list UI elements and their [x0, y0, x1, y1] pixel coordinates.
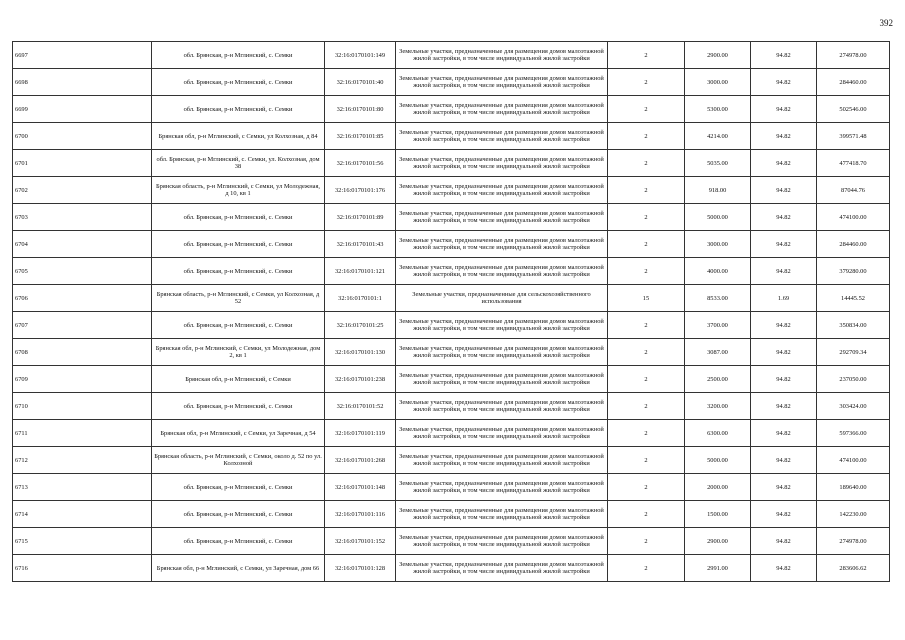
page-number: 392: [879, 18, 893, 28]
area-cell: 5000.00: [685, 204, 751, 231]
cadastral-value-cell: 274978.00: [817, 42, 890, 69]
area-cell: 4000.00: [685, 258, 751, 285]
area-cell: 2900.00: [685, 528, 751, 555]
specific-value-cell: 94.82: [751, 555, 817, 582]
cadastral-value-cell: 350834.00: [817, 312, 890, 339]
row-number-cell: 6704: [13, 231, 152, 258]
specific-value-cell: 94.82: [751, 366, 817, 393]
table-row: [13, 285, 890, 312]
table-row: [13, 501, 890, 528]
specific-value-cell: 94.82: [751, 69, 817, 96]
area-cell: 2500.00: [685, 366, 751, 393]
cadastral-number-cell: 32:16:0170101:43: [325, 231, 396, 258]
specific-value-cell: 94.82: [751, 393, 817, 420]
table-body: [13, 42, 890, 582]
table-row: [13, 258, 890, 285]
land-use-cell: Земельные участки, предназначенные для размещения домов малоэтажной жилой застройки, в том числе индивидуальной жилой застройки: [396, 393, 608, 420]
row-number-cell: 6703: [13, 204, 152, 231]
table-row: [13, 96, 890, 123]
specific-value-cell: 94.82: [751, 501, 817, 528]
category-cell: 2: [608, 501, 685, 528]
land-use-cell: Земельные участки, предназначенные для размещения домов малоэтажной жилой застройки, в том числе индивидуальной жилой застройки: [396, 501, 608, 528]
cadastral-value-cell: 597366.00: [817, 420, 890, 447]
land-use-cell: Земельные участки, предназначенные для размещения домов малоэтажной жилой застройки, в том числе индивидуальной жилой застройки: [396, 420, 608, 447]
cadastral-number-cell: 32:16:0170101:52: [325, 393, 396, 420]
specific-value-cell: 94.82: [751, 528, 817, 555]
category-cell: 2: [608, 150, 685, 177]
address-cell: Брянская обл, р-н Мглинский, с Семки: [152, 366, 325, 393]
specific-value-cell: 94.82: [751, 42, 817, 69]
category-cell: 2: [608, 204, 685, 231]
category-cell: 2: [608, 366, 685, 393]
land-use-cell: Земельные участки, предназначенные для сельскохозяйственного использования: [396, 285, 608, 312]
land-use-cell: Земельные участки, предназначенные для размещения домов малоэтажной жилой застройки, в том числе индивидуальной жилой застройки: [396, 123, 608, 150]
category-cell: 2: [608, 474, 685, 501]
specific-value-cell: 94.82: [751, 258, 817, 285]
address-cell: Брянская обл, р-н Мглинский, с Семки, ул Молодежная, дом 2, кв 1: [152, 339, 325, 366]
row-number-cell: 6716: [13, 555, 152, 582]
cadastral-number-cell: 32:16:0170101:40: [325, 69, 396, 96]
cadastral-value-cell: 283606.62: [817, 555, 890, 582]
cadastral-number-cell: 32:16:0170101:130: [325, 339, 396, 366]
cadastral-number-cell: 32:16:0170101:89: [325, 204, 396, 231]
land-use-cell: Земельные участки, предназначенные для размещения домов малоэтажной жилой застройки, в том числе индивидуальной жилой застройки: [396, 42, 608, 69]
row-number-cell: 6712: [13, 447, 152, 474]
address-cell: обл. Брянская, р-н Мглинский, с. Семки: [152, 474, 325, 501]
address-cell: Брянская область, р-н Мглинский, с Семки, ул Молодежная, д 10, кв 1: [152, 177, 325, 204]
row-number-cell: 6706: [13, 285, 152, 312]
category-cell: 2: [608, 231, 685, 258]
address-cell: обл. Брянская, р-н Мглинский, с. Семки: [152, 204, 325, 231]
cadastral-value-cell: 474100.00: [817, 204, 890, 231]
category-cell: 2: [608, 555, 685, 582]
table-row: [13, 555, 890, 582]
cadastral-value-cell: 284460.00: [817, 69, 890, 96]
cadastral-number-cell: 32:16:0170101:56: [325, 150, 396, 177]
specific-value-cell: 94.82: [751, 312, 817, 339]
row-number-cell: 6701: [13, 150, 152, 177]
row-number-cell: 6713: [13, 474, 152, 501]
address-cell: Брянская область, р-н Мглинский, с Семки, ул Колхозная, д 52: [152, 285, 325, 312]
table-row: [13, 69, 890, 96]
cadastral-value-cell: 87044.76: [817, 177, 890, 204]
address-cell: обл. Брянская, р-н Мглинский, с. Семки: [152, 42, 325, 69]
specific-value-cell: 94.82: [751, 96, 817, 123]
address-cell: обл. Брянская, р-н Мглинский, с. Семки: [152, 231, 325, 258]
table-row: [13, 204, 890, 231]
land-use-cell: Земельные участки, предназначенные для размещения домов малоэтажной жилой застройки, в том числе индивидуальной жилой застройки: [396, 339, 608, 366]
table-row: [13, 393, 890, 420]
row-number-cell: 6700: [13, 123, 152, 150]
row-number-cell: 6709: [13, 366, 152, 393]
address-cell: обл. Брянская, р-н Мглинский, с. Семки, ул. Колхозная, дом 38: [152, 150, 325, 177]
land-use-cell: Земельные участки, предназначенные для размещения домов малоэтажной жилой застройки, в том числе индивидуальной жилой застройки: [396, 150, 608, 177]
category-cell: 2: [608, 312, 685, 339]
specific-value-cell: 94.82: [751, 474, 817, 501]
table-row: [13, 366, 890, 393]
category-cell: 2: [608, 177, 685, 204]
category-cell: 2: [608, 393, 685, 420]
table-row: [13, 231, 890, 258]
land-use-cell: Земельные участки, предназначенные для размещения домов малоэтажной жилой застройки, в том числе индивидуальной жилой застройки: [396, 555, 608, 582]
category-cell: 15: [608, 285, 685, 312]
address-cell: Брянская обл, р-н Мглинский, с Семки, ул Колхозная, д 84: [152, 123, 325, 150]
category-cell: 2: [608, 258, 685, 285]
land-use-cell: Земельные участки, предназначенные для размещения домов малоэтажной жилой застройки, в том числе индивидуальной жилой застройки: [396, 528, 608, 555]
table-row: [13, 447, 890, 474]
row-number-cell: 6699: [13, 96, 152, 123]
cadastral-value-cell: 284460.00: [817, 231, 890, 258]
row-number-cell: 6714: [13, 501, 152, 528]
cadastral-value-cell: 292709.34: [817, 339, 890, 366]
specific-value-cell: 94.82: [751, 231, 817, 258]
category-cell: 2: [608, 528, 685, 555]
area-cell: 3000.00: [685, 231, 751, 258]
category-cell: 2: [608, 42, 685, 69]
area-cell: 3000.00: [685, 69, 751, 96]
cadastral-number-cell: 32:16:0170101:1: [325, 285, 396, 312]
land-use-cell: Земельные участки, предназначенные для размещения домов малоэтажной жилой застройки, в том числе индивидуальной жилой застройки: [396, 366, 608, 393]
area-cell: 5035.00: [685, 150, 751, 177]
table-row: [13, 312, 890, 339]
cadastral-number-cell: 32:16:0170101:148: [325, 474, 396, 501]
area-cell: 2900.00: [685, 42, 751, 69]
address-cell: обл. Брянская, р-н Мглинский, с. Семки: [152, 96, 325, 123]
area-cell: 3087.00: [685, 339, 751, 366]
table-row: [13, 177, 890, 204]
area-cell: 5000.00: [685, 447, 751, 474]
category-cell: 2: [608, 420, 685, 447]
specific-value-cell: 94.82: [751, 150, 817, 177]
table-row: [13, 420, 890, 447]
cadastral-value-cell: 502546.00: [817, 96, 890, 123]
address-cell: Брянская обл, р-н Мглинский, с Семки, ул Заречная, д 54: [152, 420, 325, 447]
area-cell: 3700.00: [685, 312, 751, 339]
land-use-cell: Земельные участки, предназначенные для размещения домов малоэтажной жилой застройки, в том числе индивидуальной жилой застройки: [396, 312, 608, 339]
row-number-cell: 6710: [13, 393, 152, 420]
cadastral-value-cell: 142230.00: [817, 501, 890, 528]
cadastral-value-cell: 237050.00: [817, 366, 890, 393]
cadastral-number-cell: 32:16:0170101:238: [325, 366, 396, 393]
row-number-cell: 6707: [13, 312, 152, 339]
area-cell: 2991.00: [685, 555, 751, 582]
area-cell: 8533.00: [685, 285, 751, 312]
cadastral-number-cell: 32:16:0170101:149: [325, 42, 396, 69]
land-use-cell: Земельные участки, предназначенные для размещения домов малоэтажной жилой застройки, в том числе индивидуальной жилой застройки: [396, 69, 608, 96]
cadastral-value-cell: 474100.00: [817, 447, 890, 474]
cadastral-value-cell: 399571.48: [817, 123, 890, 150]
address-cell: обл. Брянская, р-н Мглинский, с. Семки: [152, 69, 325, 96]
address-cell: Брянская обл, р-н Мглинский, с Семки, ул Заречная, дом 66: [152, 555, 325, 582]
category-cell: 2: [608, 96, 685, 123]
land-use-cell: Земельные участки, предназначенные для размещения домов малоэтажной жилой застройки, в том числе индивидуальной жилой застройки: [396, 447, 608, 474]
specific-value-cell: 94.82: [751, 177, 817, 204]
table-row: [13, 123, 890, 150]
specific-value-cell: 94.82: [751, 447, 817, 474]
land-use-cell: Земельные участки, предназначенные для размещения домов малоэтажной жилой застройки, в том числе индивидуальной жилой застройки: [396, 474, 608, 501]
specific-value-cell: 94.82: [751, 204, 817, 231]
address-cell: обл. Брянская, р-н Мглинский, с. Семки: [152, 528, 325, 555]
cadastral-number-cell: 32:16:0170101:25: [325, 312, 396, 339]
address-cell: обл. Брянская, р-н Мглинский, с. Семки: [152, 393, 325, 420]
area-cell: 918.00: [685, 177, 751, 204]
category-cell: 2: [608, 447, 685, 474]
row-number-cell: 6702: [13, 177, 152, 204]
row-number-cell: 6708: [13, 339, 152, 366]
specific-value-cell: 94.82: [751, 123, 817, 150]
land-use-cell: Земельные участки, предназначенные для размещения домов малоэтажной жилой застройки, в том числе индивидуальной жилой застройки: [396, 96, 608, 123]
category-cell: 2: [608, 339, 685, 366]
area-cell: 1500.00: [685, 501, 751, 528]
cadastral-number-cell: 32:16:0170101:152: [325, 528, 396, 555]
land-use-cell: Земельные участки, предназначенные для размещения домов малоэтажной жилой застройки, в том числе индивидуальной жилой застройки: [396, 204, 608, 231]
area-cell: 4214.00: [685, 123, 751, 150]
row-number-cell: 6715: [13, 528, 152, 555]
area-cell: 2000.00: [685, 474, 751, 501]
cadastral-number-cell: 32:16:0170101:268: [325, 447, 396, 474]
land-registry-table: [12, 41, 890, 582]
table-row: [13, 42, 890, 69]
category-cell: 2: [608, 69, 685, 96]
table-row: [13, 150, 890, 177]
table-row: [13, 528, 890, 555]
table-row: [13, 474, 890, 501]
cadastral-number-cell: 32:16:0170101:80: [325, 96, 396, 123]
cadastral-number-cell: 32:16:0170101:85: [325, 123, 396, 150]
address-cell: обл. Брянская, р-н Мглинский, с. Семки: [152, 501, 325, 528]
specific-value-cell: 1.69: [751, 285, 817, 312]
cadastral-value-cell: 379280.00: [817, 258, 890, 285]
land-use-cell: Земельные участки, предназначенные для размещения домов малоэтажной жилой застройки, в том числе индивидуальной жилой застройки: [396, 231, 608, 258]
address-cell: обл. Брянская, р-н Мглинский, с. Семки: [152, 258, 325, 285]
category-cell: 2: [608, 123, 685, 150]
cadastral-value-cell: 274978.00: [817, 528, 890, 555]
area-cell: 6300.00: [685, 420, 751, 447]
cadastral-number-cell: 32:16:0170101:176: [325, 177, 396, 204]
row-number-cell: 6698: [13, 69, 152, 96]
cadastral-value-cell: 303424.00: [817, 393, 890, 420]
area-cell: 3200.00: [685, 393, 751, 420]
land-use-cell: Земельные участки, предназначенные для размещения домов малоэтажной жилой застройки, в том числе индивидуальной жилой застройки: [396, 258, 608, 285]
table-row: [13, 339, 890, 366]
address-cell: обл. Брянская, р-н Мглинский, с. Семки: [152, 312, 325, 339]
cadastral-value-cell: 477418.70: [817, 150, 890, 177]
land-use-cell: Земельные участки, предназначенные для размещения домов малоэтажной жилой застройки, в том числе индивидуальной жилой застройки: [396, 177, 608, 204]
cadastral-value-cell: 14445.52: [817, 285, 890, 312]
specific-value-cell: 94.82: [751, 339, 817, 366]
cadastral-number-cell: 32:16:0170101:128: [325, 555, 396, 582]
specific-value-cell: 94.82: [751, 420, 817, 447]
row-number-cell: 6705: [13, 258, 152, 285]
row-number-cell: 6711: [13, 420, 152, 447]
cadastral-value-cell: 189640.00: [817, 474, 890, 501]
cadastral-number-cell: 32:16:0170101:121: [325, 258, 396, 285]
address-cell: Брянская область, р-н Мглинский, с Семки, около д. 52 по ул. Колхозной: [152, 447, 325, 474]
cadastral-number-cell: 32:16:0170101:116: [325, 501, 396, 528]
row-number-cell: 6697: [13, 42, 152, 69]
area-cell: 5300.00: [685, 96, 751, 123]
cadastral-number-cell: 32:16:0170101:119: [325, 420, 396, 447]
